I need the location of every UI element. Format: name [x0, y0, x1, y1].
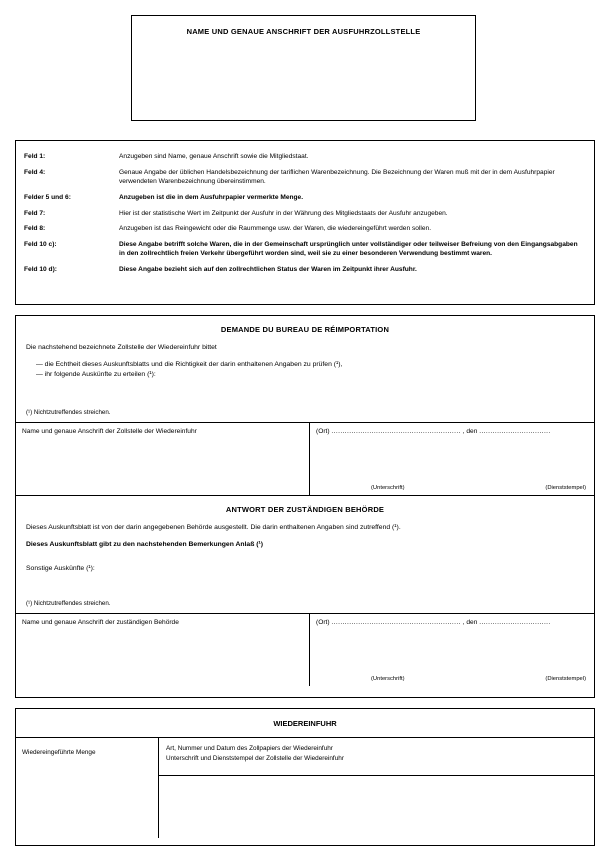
note-row: [24, 225, 586, 234]
note-label: Feld 10 d):: [24, 266, 57, 274]
field-notes-box: [15, 140, 595, 305]
demande-intro: Die nachstehend bezeichnete Zollstelle der Wiedereinfuhr bittet: [26, 344, 217, 351]
reimport-box: [15, 708, 595, 846]
date-label: , den: [462, 427, 478, 435]
place-label: (Ort): [316, 427, 330, 435]
note-label: Feld 1:: [24, 153, 46, 160]
note-text: Anzugeben ist die in dem Ausfuhrpapier vermerkte Menge.: [119, 193, 304, 201]
demande-signature-block: [16, 422, 594, 495]
address-box-title: NAME UND GENAUE ANSCHRIFT DER AUSFUHRZOLLSTELLE: [186, 27, 421, 36]
answer-line-1: Dieses Auskunftsblatt ist von der darin angegebenen Behörde ausgestellt. Die darin enthaltenen Angaben sind zutreffend (¹).: [26, 523, 401, 531]
note-row: [24, 210, 586, 219]
note-row: [24, 241, 586, 259]
note-label: Feld 4:: [24, 168, 46, 176]
note-row: [24, 153, 586, 162]
demande-title: DEMANDE DU BUREAU DE RÉIMPORTATION: [220, 325, 390, 334]
answer-authority-label: Name und genaue Anschrift der zuständigen Behörde: [22, 619, 179, 627]
place-label: (Ort): [316, 619, 330, 627]
note-text: Anzugeben ist das Reingewicht oder die Raummenge usw. der Waren, die wiedereingeführt werden sollen.: [119, 225, 432, 233]
answer-signature-block: [16, 613, 594, 686]
note-text: Genaue Angabe der üblichen Handelsbezeichnung der tariflichen Warenbezeichnung. Die Bezeichnung der Waren muß mit der in dem Ausfuhrpapier verwendeten Warenbezeichnung übereinstimmen.: [119, 168, 555, 185]
reimport-title: WIEDEREINFUHR: [273, 719, 337, 728]
demande-signature-caption: (Unterschrift): [371, 484, 405, 491]
reimport-table: [16, 737, 594, 838]
demande-office-label: Name und genaue Anschrift der Zollstelle der Wiedereinfuhr: [22, 427, 197, 435]
reimport-document-labels: [166, 744, 588, 764]
demande-stamp-caption: (Dienststempel): [545, 484, 586, 491]
note-row: [24, 266, 586, 275]
demande-footnote: (¹) Nichtzutreffendes streichen.: [26, 408, 111, 416]
date-dots: ................................: [479, 619, 551, 627]
answer-line-2: Dieses Auskunftsblatt gibt zu den nachstehenden Bemerkungen Anlaß (¹): [26, 540, 264, 548]
date-dots: ................................: [479, 427, 551, 435]
note-row: [24, 169, 586, 187]
answer-signature-caption: (Unterschrift): [371, 676, 405, 683]
answer-title: ANTWORT DER ZUSTÄNDIGEN BEHÖRDE: [225, 504, 385, 514]
answer-footnote: (¹) Nichtzutreffendes streichen.: [26, 600, 111, 608]
reimport-quantity-label: Wiedereingeführte Menge: [22, 749, 96, 756]
note-text: Hier ist der statistische Wert im Zeitpunkt der Ausfuhr in der Währung des Mitgliedstaats der Ausfuhr anzugeben.: [119, 209, 448, 217]
note-label: Felder 5 und 6:: [24, 193, 71, 201]
demande-bullet-1: — die Echtheit dieses Auskunftsblatts und die Richtigkeit der darin enthaltenen Angaben zu prüfen (¹),: [36, 361, 343, 369]
demande-and-answer-box: [15, 315, 595, 698]
reimport-document-line-2: Unterschrift und Dienststempel der Zollstelle der Wiedereinfuhr: [166, 754, 344, 762]
date-label: , den: [462, 619, 478, 627]
horizontal-divider: [158, 775, 594, 776]
vertical-divider: [158, 738, 159, 838]
vertical-divider: [309, 423, 310, 495]
reimport-document-line-1: Art, Nummer und Datum des Zollpapiers der Wiedereinfuhr: [166, 745, 333, 752]
demande-place-date-line: [316, 428, 586, 435]
answer-place-date-line: [316, 619, 586, 626]
note-label: Feld 7:: [24, 209, 46, 217]
vertical-divider: [309, 614, 310, 686]
note-label: Feld 10 c):: [24, 241, 57, 249]
note-text: Anzugeben sind Name, genaue Anschrift sowie die Mitgliedstaat.: [119, 153, 309, 160]
demande-bullet-2: — ihr folgende Auskünfte zu erteilen (¹):: [36, 371, 156, 379]
answer-line-3: Sonstige Auskünfte (¹):: [26, 564, 95, 572]
note-text: Diese Angabe bezieht sich auf den zollrechtlichen Status der Waren im Zeitpunkt ihrer Ausfuhr.: [119, 266, 417, 274]
export-customs-office-address-box: [131, 15, 476, 121]
place-dots: ..........................................................: [331, 619, 461, 627]
note-text: Diese Angabe betrifft solche Waren, die in der Gemeinschaft ursprünglich unter vollständiger oder teilweiser Befreiung von den Eingangsabgaben in den zollrechtlich freien Verkehr übergeführt worden sind, weil sie zu einer besonderen Verwendung bestimmt waren.: [119, 241, 578, 258]
place-dots: ..........................................................: [331, 427, 461, 435]
note-label: Feld 8:: [24, 225, 46, 233]
note-row: [24, 194, 586, 203]
answer-stamp-caption: (Dienststempel): [545, 676, 586, 683]
